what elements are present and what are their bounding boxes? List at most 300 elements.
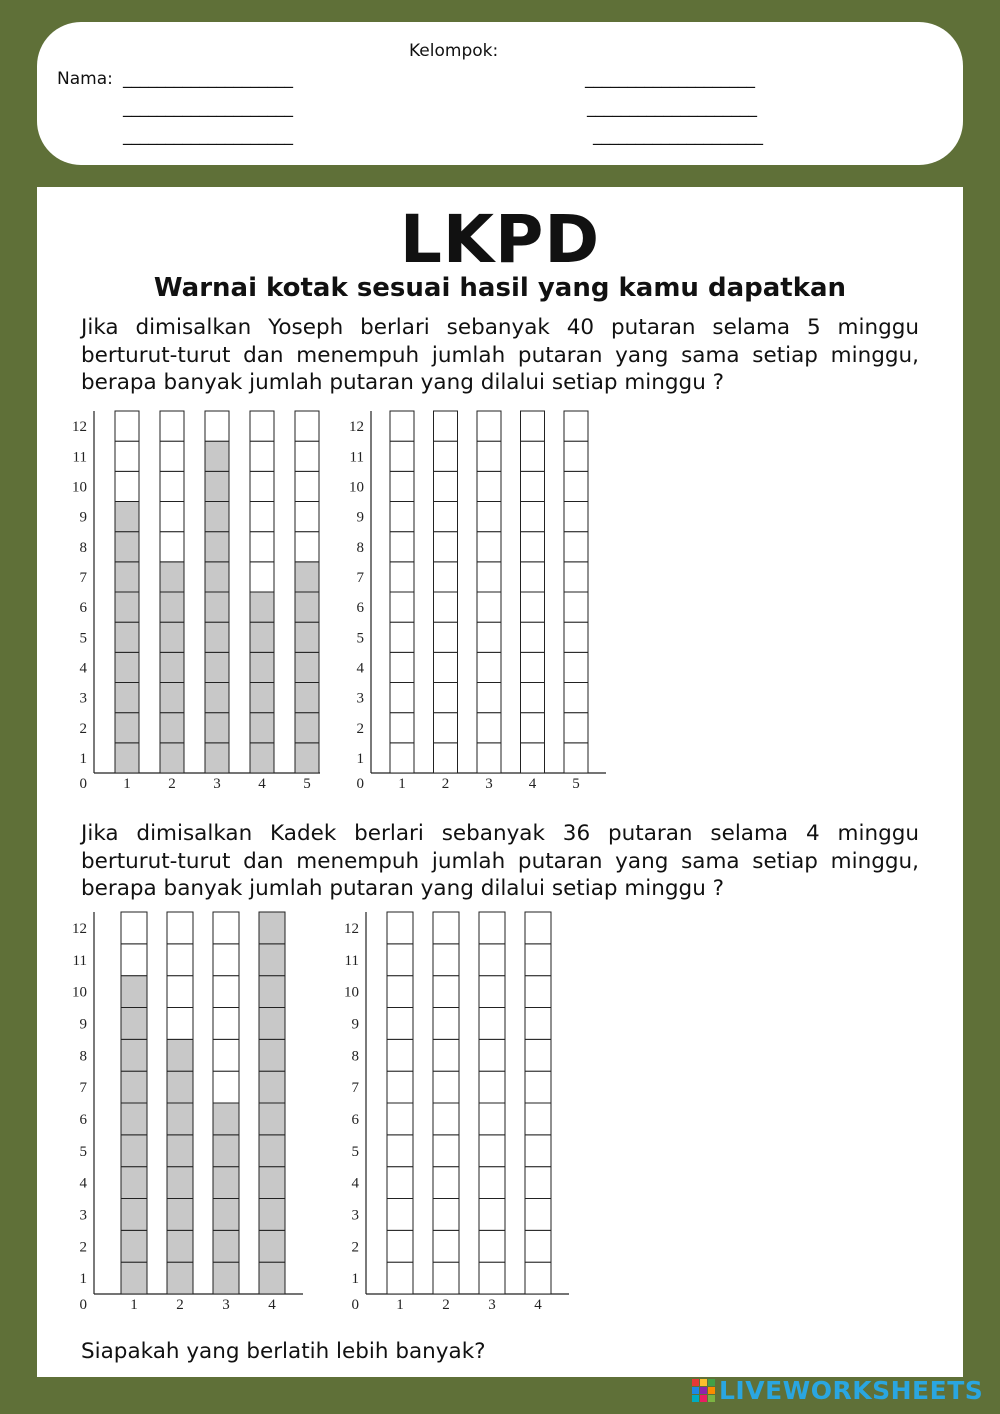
empty-box[interactable] <box>479 1039 505 1071</box>
filled-box[interactable] <box>167 1039 193 1071</box>
y-tick-label: 0 <box>351 1297 359 1313</box>
empty-box[interactable] <box>434 532 458 562</box>
empty-box[interactable] <box>479 1167 505 1199</box>
chart-kadek-answer[interactable] <box>342 910 587 1330</box>
empty-box[interactable] <box>387 1071 413 1103</box>
y-tick-label: 8 <box>79 1048 87 1065</box>
y-tick-label: 3 <box>79 690 87 707</box>
y-tick-label: 12 <box>72 920 87 937</box>
filled-box[interactable] <box>295 562 319 592</box>
y-tick-label: 11 <box>349 449 364 466</box>
y-tick-label: 7 <box>351 1080 359 1097</box>
empty-box[interactable] <box>521 652 545 682</box>
liveworksheets-logo <box>692 1379 715 1402</box>
y-tick-label: 6 <box>79 600 87 617</box>
empty-box[interactable] <box>387 944 413 976</box>
y-tick-label: 7 <box>79 569 87 586</box>
filled-box[interactable] <box>259 1103 285 1135</box>
empty-box[interactable] <box>390 743 414 773</box>
logo-square <box>692 1387 699 1394</box>
empty-box[interactable] <box>387 1135 413 1167</box>
empty-box[interactable] <box>525 912 551 944</box>
empty-box[interactable] <box>160 471 184 501</box>
watermark-text: LIVEWORKSHEETS <box>719 1375 984 1405</box>
y-tick-label: 6 <box>351 1111 359 1128</box>
empty-box[interactable] <box>390 532 414 562</box>
filled-box[interactable] <box>250 743 274 773</box>
filled-box[interactable] <box>121 1071 147 1103</box>
name-line-5[interactable]: ____________________ <box>587 98 757 118</box>
x-tick-label: 4 <box>534 1297 542 1313</box>
y-tick-label: 12 <box>349 419 364 436</box>
y-tick-label: 2 <box>79 720 87 737</box>
empty-box[interactable] <box>250 502 274 532</box>
filled-box[interactable] <box>205 683 229 713</box>
filled-box[interactable] <box>167 1167 193 1199</box>
empty-box[interactable] <box>167 944 193 976</box>
filled-box[interactable] <box>259 1262 285 1294</box>
logo-square <box>692 1395 699 1402</box>
question-1: Jika dimisalkan Yoseph berlari sebanyak 40 putaran selama 5 minggu berturut-turut dan menempuh jumlah putaran yang sama setiap minggu, berapa banyak jumlah putaran yang dilalui setiap minggu ? <box>81 315 919 395</box>
filled-box[interactable] <box>295 652 319 682</box>
filled-box[interactable] <box>205 713 229 743</box>
filled-box[interactable] <box>295 743 319 773</box>
filled-box[interactable] <box>213 1167 239 1199</box>
empty-box[interactable] <box>433 1135 459 1167</box>
filled-box[interactable] <box>121 1135 147 1167</box>
empty-box[interactable] <box>477 713 501 743</box>
filled-box[interactable] <box>160 743 184 773</box>
empty-box[interactable] <box>564 683 588 713</box>
filled-box[interactable] <box>167 1199 193 1231</box>
filled-box[interactable] <box>250 713 274 743</box>
filled-box[interactable] <box>259 1008 285 1040</box>
y-tick-label: 8 <box>79 539 87 556</box>
empty-box[interactable] <box>390 441 414 471</box>
empty-box[interactable] <box>479 1230 505 1262</box>
filled-box[interactable] <box>259 1071 285 1103</box>
chart-yoseph-example <box>70 409 320 809</box>
x-tick-label: 1 <box>130 1297 138 1313</box>
filled-box[interactable] <box>121 1199 147 1231</box>
filled-box[interactable] <box>205 471 229 501</box>
filled-box[interactable] <box>121 1230 147 1262</box>
empty-box[interactable] <box>477 562 501 592</box>
name-line-4[interactable]: ____________________ <box>585 69 755 89</box>
empty-box[interactable] <box>564 592 588 622</box>
y-tick-label: 6 <box>79 1111 87 1128</box>
filled-box[interactable] <box>295 713 319 743</box>
page-title: LKPD <box>399 201 601 278</box>
empty-box[interactable] <box>295 502 319 532</box>
empty-box[interactable] <box>479 1135 505 1167</box>
filled-box[interactable] <box>115 592 139 622</box>
filled-box[interactable] <box>259 944 285 976</box>
logo-square <box>700 1387 707 1394</box>
filled-box[interactable] <box>115 502 139 532</box>
y-tick-label: 4 <box>79 1175 87 1192</box>
empty-box[interactable] <box>434 652 458 682</box>
y-tick-label: 4 <box>79 660 87 677</box>
y-tick-label: 5 <box>79 630 87 647</box>
filled-box[interactable] <box>121 1103 147 1135</box>
empty-box[interactable] <box>121 912 147 944</box>
empty-box[interactable] <box>564 502 588 532</box>
empty-box[interactable] <box>477 592 501 622</box>
y-tick-label: 11 <box>344 952 359 969</box>
filled-box[interactable] <box>205 441 229 471</box>
y-tick-label: 1 <box>351 1271 359 1288</box>
empty-box[interactable] <box>434 683 458 713</box>
x-tick-label: 2 <box>441 776 450 792</box>
y-tick-label: 1 <box>79 750 87 767</box>
empty-box[interactable] <box>477 502 501 532</box>
empty-box[interactable] <box>433 1008 459 1040</box>
filled-box[interactable] <box>259 912 285 944</box>
empty-box[interactable] <box>434 562 458 592</box>
empty-box[interactable] <box>295 411 319 441</box>
empty-box[interactable] <box>477 532 501 562</box>
empty-box[interactable] <box>525 976 551 1008</box>
empty-box[interactable] <box>564 622 588 652</box>
empty-box[interactable] <box>390 683 414 713</box>
x-tick-label: 1 <box>398 776 406 792</box>
empty-box[interactable] <box>160 441 184 471</box>
y-tick-label: 8 <box>356 539 364 556</box>
empty-box[interactable] <box>121 944 147 976</box>
empty-box[interactable] <box>387 976 413 1008</box>
filled-box[interactable] <box>295 592 319 622</box>
question-2: Jika dimisalkan Kadek berlari sebanyak 36 putaran selama 4 minggu berturut-turut dan menempuh jumlah putaran yang sama setiap minggu, berapa banyak jumlah putaran yang dilalui setiap minggu ? <box>81 821 919 901</box>
empty-box[interactable] <box>390 713 414 743</box>
empty-box[interactable] <box>433 1039 459 1071</box>
y-tick-label: 12 <box>72 419 87 436</box>
filled-box[interactable] <box>250 592 274 622</box>
x-tick-label: 4 <box>268 1297 276 1313</box>
empty-box[interactable] <box>390 622 414 652</box>
empty-box[interactable] <box>433 1167 459 1199</box>
empty-box[interactable] <box>167 912 193 944</box>
name-line-1[interactable]: ____________________ <box>123 69 293 89</box>
y-tick-label: 9 <box>356 509 364 526</box>
final-question: Siapakah yang berlatih lebih banyak? <box>81 1339 486 1364</box>
filled-box[interactable] <box>115 652 139 682</box>
empty-box[interactable] <box>213 1008 239 1040</box>
empty-box[interactable] <box>477 683 501 713</box>
empty-box[interactable] <box>434 502 458 532</box>
name-line-3[interactable]: ____________________ <box>123 126 293 146</box>
empty-box[interactable] <box>250 471 274 501</box>
empty-box[interactable] <box>433 944 459 976</box>
filled-box[interactable] <box>205 532 229 562</box>
empty-box[interactable] <box>525 944 551 976</box>
filled-box[interactable] <box>205 743 229 773</box>
y-tick-label: 1 <box>79 1271 87 1288</box>
filled-box[interactable] <box>259 1199 285 1231</box>
empty-box[interactable] <box>525 1103 551 1135</box>
empty-box[interactable] <box>564 532 588 562</box>
empty-box[interactable] <box>250 532 274 562</box>
filled-box[interactable] <box>160 562 184 592</box>
y-tick-label: 3 <box>79 1207 87 1224</box>
empty-box[interactable] <box>521 592 545 622</box>
filled-box[interactable] <box>121 1008 147 1040</box>
empty-box[interactable] <box>479 1103 505 1135</box>
empty-box[interactable] <box>479 1199 505 1231</box>
filled-box[interactable] <box>167 1103 193 1135</box>
logo-square <box>708 1387 715 1394</box>
filled-box[interactable] <box>205 592 229 622</box>
empty-box[interactable] <box>477 743 501 773</box>
empty-box[interactable] <box>387 1262 413 1294</box>
y-tick-label: 5 <box>356 630 364 647</box>
filled-box[interactable] <box>121 1262 147 1294</box>
liveworksheets-watermark <box>692 1376 983 1404</box>
empty-box[interactable] <box>213 1071 239 1103</box>
empty-box[interactable] <box>477 622 501 652</box>
filled-box[interactable] <box>250 622 274 652</box>
empty-box[interactable] <box>564 441 588 471</box>
empty-box[interactable] <box>525 1199 551 1231</box>
empty-box[interactable] <box>387 1039 413 1071</box>
empty-box[interactable] <box>433 912 459 944</box>
empty-box[interactable] <box>477 411 501 441</box>
empty-box[interactable] <box>390 562 414 592</box>
x-tick-label: 1 <box>396 1297 404 1313</box>
empty-box[interactable] <box>390 592 414 622</box>
empty-box[interactable] <box>479 912 505 944</box>
empty-box[interactable] <box>434 441 458 471</box>
empty-box[interactable] <box>115 441 139 471</box>
x-tick-label: 2 <box>442 1297 450 1313</box>
x-tick-label: 4 <box>528 776 537 792</box>
filled-box[interactable] <box>213 1230 239 1262</box>
filled-box[interactable] <box>121 976 147 1008</box>
empty-box[interactable] <box>295 441 319 471</box>
empty-box[interactable] <box>387 1199 413 1231</box>
empty-box[interactable] <box>433 1230 459 1262</box>
filled-box[interactable] <box>213 1135 239 1167</box>
empty-box[interactable] <box>521 713 545 743</box>
y-tick-label: 1 <box>356 750 364 767</box>
empty-box[interactable] <box>477 471 501 501</box>
x-tick-label: 2 <box>176 1297 184 1313</box>
filled-box[interactable] <box>250 652 274 682</box>
empty-box[interactable] <box>160 411 184 441</box>
empty-box[interactable] <box>434 592 458 622</box>
empty-box[interactable] <box>521 683 545 713</box>
filled-box[interactable] <box>167 1262 193 1294</box>
empty-box[interactable] <box>213 912 239 944</box>
empty-box[interactable] <box>390 502 414 532</box>
filled-box[interactable] <box>160 622 184 652</box>
empty-box[interactable] <box>525 1262 551 1294</box>
empty-box[interactable] <box>387 1008 413 1040</box>
empty-box[interactable] <box>525 1071 551 1103</box>
filled-box[interactable] <box>167 1230 193 1262</box>
empty-box[interactable] <box>433 1071 459 1103</box>
empty-box[interactable] <box>167 1008 193 1040</box>
y-tick-label: 3 <box>356 690 364 707</box>
empty-box[interactable] <box>434 471 458 501</box>
filled-box[interactable] <box>295 622 319 652</box>
filled-box[interactable] <box>259 1135 285 1167</box>
filled-box[interactable] <box>160 713 184 743</box>
filled-box[interactable] <box>213 1262 239 1294</box>
y-tick-label: 0 <box>79 776 87 792</box>
empty-box[interactable] <box>205 411 229 441</box>
empty-box[interactable] <box>564 743 588 773</box>
empty-box[interactable] <box>387 912 413 944</box>
empty-box[interactable] <box>564 713 588 743</box>
empty-box[interactable] <box>387 1103 413 1135</box>
y-tick-label: 10 <box>349 479 364 496</box>
filled-box[interactable] <box>115 532 139 562</box>
empty-box[interactable] <box>521 743 545 773</box>
empty-box[interactable] <box>479 976 505 1008</box>
filled-box[interactable] <box>167 1135 193 1167</box>
filled-box[interactable] <box>115 622 139 652</box>
empty-box[interactable] <box>115 411 139 441</box>
logo-square <box>700 1379 707 1386</box>
y-tick-label: 3 <box>351 1207 359 1224</box>
empty-box[interactable] <box>521 562 545 592</box>
x-tick-label: 3 <box>222 1297 230 1313</box>
empty-box[interactable] <box>434 743 458 773</box>
y-tick-label: 5 <box>351 1143 359 1160</box>
filled-box[interactable] <box>213 1199 239 1231</box>
empty-box[interactable] <box>564 411 588 441</box>
empty-box[interactable] <box>250 411 274 441</box>
x-tick-label: 3 <box>488 1297 496 1313</box>
filled-box[interactable] <box>205 652 229 682</box>
y-tick-label: 5 <box>79 1143 87 1160</box>
y-tick-label: 2 <box>79 1239 87 1256</box>
filled-box[interactable] <box>259 1230 285 1262</box>
empty-box[interactable] <box>521 622 545 652</box>
filled-box[interactable] <box>205 562 229 592</box>
empty-box[interactable] <box>525 1167 551 1199</box>
filled-box[interactable] <box>115 713 139 743</box>
filled-box[interactable] <box>205 622 229 652</box>
name-label: Nama: <box>57 69 113 89</box>
empty-box[interactable] <box>390 652 414 682</box>
empty-box[interactable] <box>433 1262 459 1294</box>
empty-box[interactable] <box>213 976 239 1008</box>
empty-box[interactable] <box>525 1230 551 1262</box>
empty-box[interactable] <box>115 471 139 501</box>
x-tick-label: 4 <box>258 776 266 792</box>
group-label: Kelompok: <box>409 41 499 61</box>
empty-box[interactable] <box>477 652 501 682</box>
filled-box[interactable] <box>295 683 319 713</box>
empty-box[interactable] <box>521 502 545 532</box>
empty-box[interactable] <box>250 441 274 471</box>
empty-box[interactable] <box>479 944 505 976</box>
y-tick-label: 0 <box>356 776 364 792</box>
empty-box[interactable] <box>433 976 459 1008</box>
y-tick-label: 7 <box>356 569 364 586</box>
empty-box[interactable] <box>525 1135 551 1167</box>
filled-box[interactable] <box>259 1039 285 1071</box>
empty-box[interactable] <box>479 1071 505 1103</box>
chart-yoseph-answer[interactable] <box>347 409 612 809</box>
empty-box[interactable] <box>250 562 274 592</box>
empty-box[interactable] <box>525 1039 551 1071</box>
empty-box[interactable] <box>521 411 545 441</box>
logo-square <box>692 1379 699 1386</box>
y-tick-label: 12 <box>344 920 359 937</box>
filled-box[interactable] <box>167 1071 193 1103</box>
filled-box[interactable] <box>115 743 139 773</box>
logo-square <box>708 1379 715 1386</box>
empty-box[interactable] <box>213 1039 239 1071</box>
empty-box[interactable] <box>160 532 184 562</box>
subtitle: Warnai kotak sesuai hasil yang kamu dapatkan <box>153 273 847 303</box>
x-tick-label: 5 <box>303 776 311 792</box>
filled-box[interactable] <box>115 562 139 592</box>
y-tick-label: 11 <box>72 449 87 466</box>
filled-box[interactable] <box>250 683 274 713</box>
empty-box[interactable] <box>525 1008 551 1040</box>
filled-box[interactable] <box>121 1039 147 1071</box>
empty-box[interactable] <box>521 532 545 562</box>
y-tick-label: 9 <box>79 509 87 526</box>
filled-box[interactable] <box>205 502 229 532</box>
empty-box[interactable] <box>564 652 588 682</box>
logo-square <box>700 1395 707 1402</box>
empty-box[interactable] <box>477 441 501 471</box>
empty-box[interactable] <box>433 1103 459 1135</box>
filled-box[interactable] <box>259 976 285 1008</box>
empty-box[interactable] <box>521 471 545 501</box>
y-tick-label: 11 <box>72 952 87 969</box>
y-tick-label: 2 <box>351 1239 359 1256</box>
header-card <box>37 22 963 165</box>
filled-box[interactable] <box>259 1167 285 1199</box>
empty-box[interactable] <box>433 1199 459 1231</box>
name-line-6[interactable]: ____________________ <box>593 126 763 146</box>
empty-box[interactable] <box>295 532 319 562</box>
y-tick-label: 9 <box>351 1016 359 1033</box>
empty-box[interactable] <box>564 562 588 592</box>
empty-box[interactable] <box>387 1230 413 1262</box>
filled-box[interactable] <box>160 683 184 713</box>
empty-box[interactable] <box>564 471 588 501</box>
empty-box[interactable] <box>434 713 458 743</box>
filled-box[interactable] <box>160 652 184 682</box>
empty-box[interactable] <box>167 976 193 1008</box>
filled-box[interactable] <box>121 1167 147 1199</box>
empty-box[interactable] <box>479 1008 505 1040</box>
filled-box[interactable] <box>160 592 184 622</box>
empty-box[interactable] <box>387 1167 413 1199</box>
empty-box[interactable] <box>160 502 184 532</box>
empty-box[interactable] <box>390 471 414 501</box>
empty-box[interactable] <box>434 622 458 652</box>
filled-box[interactable] <box>213 1103 239 1135</box>
filled-box[interactable] <box>115 683 139 713</box>
y-tick-label: 8 <box>351 1048 359 1065</box>
empty-box[interactable] <box>434 411 458 441</box>
y-tick-label: 4 <box>351 1175 359 1192</box>
empty-box[interactable] <box>521 441 545 471</box>
empty-box[interactable] <box>479 1262 505 1294</box>
empty-box[interactable] <box>213 944 239 976</box>
empty-box[interactable] <box>390 411 414 441</box>
empty-box[interactable] <box>295 471 319 501</box>
name-line-2[interactable]: ____________________ <box>123 98 293 118</box>
